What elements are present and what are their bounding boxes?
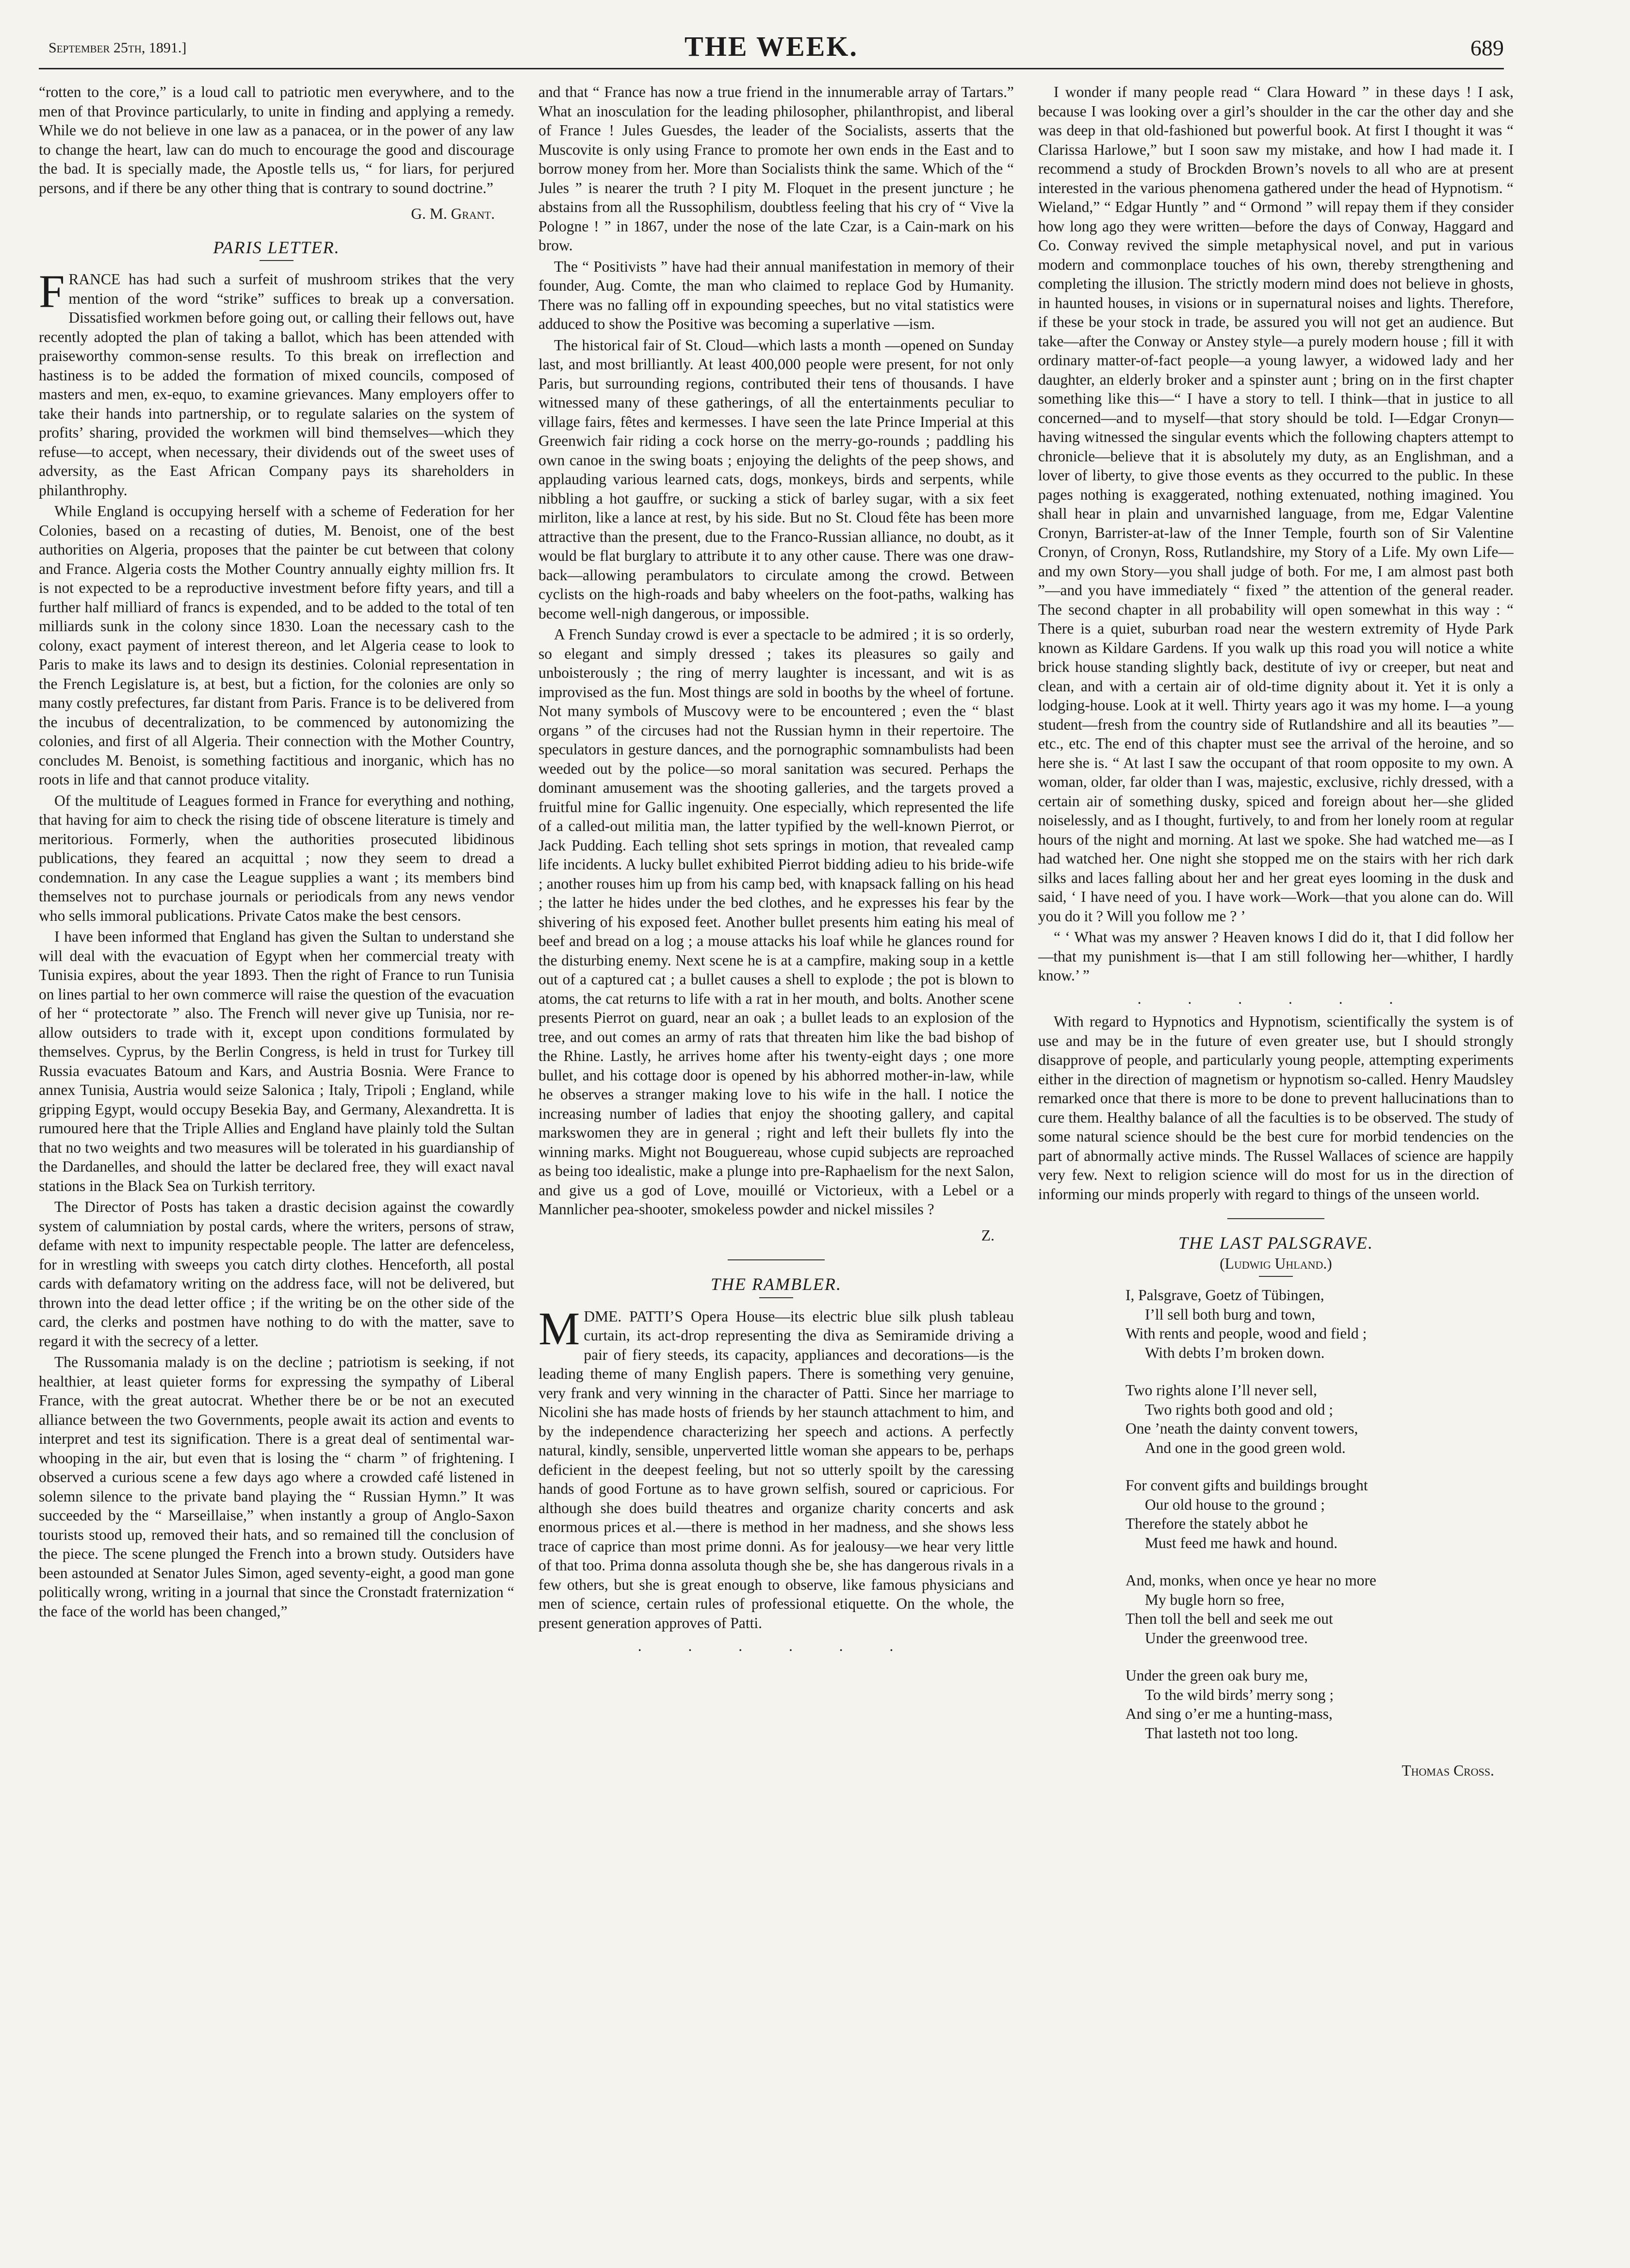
poem-line: Two rights both good and old ; (1145, 1401, 1334, 1418)
poem-stanza (1125, 1381, 1514, 1457)
poem-line: And one in the good green wold. (1145, 1439, 1346, 1456)
divider (759, 1297, 793, 1298)
column-left (39, 82, 514, 2246)
running-head (39, 29, 1504, 69)
paragraph: Of the multitude of Leagues formed in France for everything and nothing, that having for aim to check the rising tide of obscene literature is timely and meritorious. Formerly, when the authorities prosecuted libidinous publications, they feared an acquittal ; now they seem to dread a condemnation. In any case the League supplies a want ; its members bind themselves not to purchase journals or periodicals from any news vendor who sells immoral publications. Private Catos make the best censors. (39, 792, 514, 924)
paragraph (39, 265, 514, 500)
divider (728, 1259, 825, 1260)
poem-line: I’ll sell both burg and town, (1145, 1305, 1316, 1323)
masthead-title: THE WEEK. (685, 31, 858, 62)
poem-line: That lasteth not too long. (1145, 1724, 1298, 1742)
poem-line: Therefore the stately abbot he (1125, 1515, 1308, 1532)
poem-line: I, Palsgrave, Goetz of Tübingen, (1125, 1287, 1324, 1304)
page-number: 689 (1470, 35, 1504, 60)
paragraph: The “ Positivists ” have had their annual manifestation in memory of their founder, Aug. Comte, the man who claimed to replace God by Humanity. There was no falling off in expounding speeches, but no vital statistics were adduced to show the Positive was becoming a superlative —ism. (538, 258, 1014, 332)
paragraph: and that “ France has now a true friend in the innumerable array of Tartars.” What an inosculation for the leading philosopher, philanthropist, and liberal of France ! Jules Guesdes, the leader of the Socialists, asserts that the Muscovite is only using France to promote her own ends in the East and to borrow money from her. More than Socialists think the same. Which of the “ Jules ” is nearer the truth ? I pity M. Floquet in the present juncture ; he abstains from all the Russophilism, doubtless feeling that his cry of “ Vive la Pologne ! ” in 1867, under the nose of the late Czar, is a Cain-mark on his brow. (538, 83, 1014, 254)
paragraph: I have been informed that England has given the Sultan to understand she will deal with the evacuation of Egypt when her commercial treaty with Tunisia expires, about the year 1893. Then the right of France to run Tunisia on lines partial to her own commerce will raise the question of the evacuation of her “ protectorate ” also. The French will never give up Tunisia, nor re-allow outsiders to trade with it, except upon conditions formulated by themselves. Cyprus, by the Berlin Congress, is held in trust for Turkey till Russia evacuates Batoum and Kars, and Austria Bosnia. Were France to annex Tunisia, Austria would seize Salonica ; Italy, Tripoli ; England, while gripping Egypt, would occupy Besekia Bay, and Germany, Alexandretta. It is rumoured here that the Triple Allies and England have plainly told the Sultan that no two weights and two measures will be tolerated in his guardianship of the Dardanelles, and should the latter be declared free, they will exact naval stations in the Black Sea on Turkish territory. (39, 928, 514, 1194)
paragraph-text: DME. PATTI’S Opera House—its electric blue silk plush tableau curtain, its act-drop representing the diva as Semiramide driving a pair of fiery steeds, its capacity, appliances and decorations—is the leading theme of many English papers. There is something very genuine, very frank and very winning in the character of Patti. Since her marriage to Nicolini she has made hosts of friends by her staunch attachment to him, and by the independence characterizing her speech and actions. A perfectly natural, kindly, sensible, unperverted little woman she appears to be, perhaps deficient in the deepest feeling, but not so utterly spoilt by the caressing hands of good Fortune as to have grown selfish, soured or capricious. For although she does build theatres and organize charity concerts and ask enormous prices et al.—there is method in her madness, and she shows less trace of caprice than most prime donni. As for jealousy—we hear very little of that too. Prima donna assoluta though she be, she has dangerous rivals in a few others, but she is great enough to observe, like famous physicians and men of science, certain rules of professional etiquette. On the whole, the present generation approves of Patti. (538, 1307, 1014, 1632)
paragraph: With regard to Hypnotics and Hypnotism, scientifically the system is of use and may be in the future of even greater use, but I should strongly disapprove of people, and particularly young people, attempting experiments either in the direction of magnetism or hypnotism so-called. Henry Maudsley remarked once that there is more to be done to prevent hallucinations than to cure them. Healthy balance of all the faculties is to be observed. The study of some natural science should be the best cure for morbid tendencies on the part of abnormally active minds. The Russel Wallaces of science are happily very few. Next to religion science will do most for us in the direction of informing our minds properly with regard to things of the unseen world. (1038, 1013, 1514, 1203)
issue-date: September 25th, 1891.] (49, 40, 187, 56)
paragraph: “ ‘ What was my answer ? Heaven knows I did do it, that I did follow her—that my punishment is—that I am still following her—whither, I hardly know.’ ” (1038, 929, 1514, 984)
poem-author: (Ludwig Uhland.) (1220, 1255, 1332, 1272)
poem-line: One ’neath the dainty convent towers, (1125, 1420, 1358, 1437)
section-heading-the-rambler: THE RAMBLER. (711, 1274, 842, 1294)
poem-stanza (1125, 1666, 1514, 1743)
poem-line: Our old house to the ground ; (1145, 1496, 1325, 1513)
poem-line: With debts I’m broken down. (1145, 1344, 1325, 1361)
drop-cap: M (538, 1302, 580, 1354)
poem-line: Two rights alone I’ll never sell, (1125, 1382, 1317, 1399)
section-break-dots: . . . . . . (1137, 990, 1415, 1007)
paragraph: While England is occupying herself with a scheme of Federation for her Colonies, based on a recasting of duties, M. Benoist, one of the best authorities on Algeria, proposes that the painter be cut between that colony and France. Algeria costs the Mother Country annually eighty million frs. It is not expected to be a reproductive investment before fifty years, and till a further half milliard of francs is expended, and to be added to the total of ten milliards sunk in the colony since 1830. Loan the necessary cash to the colony, exact payment of interest thereon, and let Algeria cease to look to Paris to make its laws and to design its destinies. Colonial representation in the French Legislature is, at best, but a fiction, for the colonies are only so many costly prefectures, far distant from Paris. France is to be delivered from the incubus of decentralization, to be commenced by autonomizing the colonies, and first of all Algeria. Their connection with the Mother Country, concludes M. Benoist, is something factitious and inorganic, which has no roots in life and that cannot produce vitality. (39, 503, 514, 788)
poem-line: For convent gifts and buildings brought (1125, 1477, 1368, 1494)
author-signature: Z. (981, 1226, 994, 1244)
poem-line: To the wild birds’ merry song ; (1145, 1686, 1334, 1703)
column-middle (538, 82, 1014, 2246)
poem-line: And sing o’er me a hunting-mass, (1125, 1705, 1333, 1722)
poem-line: With rents and people, wood and field ; (1125, 1325, 1367, 1342)
section-heading-paris-letter: PARIS LETTER. (213, 237, 340, 257)
section-break-dots: . . . . . . (637, 1637, 915, 1654)
paragraph: A French Sunday crowd is ever a spectacle to be admired ; it is so orderly, so elegant and simply dressed ; takes its pleasures so gaily and unboisterously ; the ring of merry laughter is incessant, and wit is as improvised as the fun. Most things are sold in booths by the wheel of fortune. Not many symbols of Muscovy were to be encountered ; even the “ blast organs ” of the circuses had not the Russian hymn in their repertoire. The speculators in gesture dances, and the pornographic somnambulists had been weeded out by the police—so moral sanitation was secured. Perhaps the dominant amusement was the shooting galleries, and the targets proved a fruitful mine for Gallic ingenuity. One especially, which represented the life of a called-out militia man, the latter typified by the well-known Pierrot, or Jack Pudding. Each telling shot sets springs in motion, that revealed camp life incidents. A lucky bullet exhibited Pierrot bidding adieu to his bride-wife ; another rouses him up from his camp bed, with knapsack falling on his head ; the latter he hides under the bed clothes, and he expresses his fear by the shivering of his exposed feet. Another bullet presents him eating his meal of beef and bread on a log ; a mouse attacks his loaf while he glances round for the disturbing enemy. Next scene he is at a campfire, making soup in a kettle out of a captured cat ; a bullet causes a shell to explode ; the pot is blown to atoms, the cat returns to life with a rat in her mouth, and bolts. Another scene presents Pierrot on guard, near an oak ; a bullet leads to an explosion of the tree, and out comes an army of rats that threaten him like the bad bishop of the Rhine. Lastly, he arrives home after his twenty-eight days ; one more bullet, and his cottage door is opened by his abhorred mother-in-law, while he observes a stranger making love to his wife in the hall. I notice the increasing number of ladies that enjoy the shooting gallery, and capital markswomen they are in general ; right and left their bullets fly into the winning marks. Might not Bouguereau, whose cupid subjects are reproached as being too idealistic, make a plunge into pre-Raphaelism for the next Salon, and give us a god of Love, mouillé or Victorieux, with a Lebel or a Mannlicher pea-shooter, smokeless powder and nickel missiles ? (538, 626, 1014, 1218)
drop-cap: F (39, 265, 65, 317)
poem-stanza (1125, 1571, 1514, 1648)
poem-line: And, monks, when once ye hear no more (1125, 1572, 1376, 1589)
poem-line: My bugle horn so free, (1145, 1591, 1285, 1608)
translator-signature: Thomas Cross. (1402, 1762, 1494, 1779)
poem (1125, 1286, 1514, 1743)
poem-line: Under the green oak bury me, (1125, 1667, 1308, 1684)
divider (1259, 1276, 1293, 1277)
poem-title: THE LAST PALSGRAVE. (1178, 1233, 1373, 1253)
paragraph: The historical fair of St. Cloud—which lasts a month —opened on Sunday last, and most brilliantly. At least 400,000 people were present, for not only Paris, but surrounding regions, contributed their tens of thousands. I have witnessed many of these gatherings, of all the entertainments peculiar to village fairs, fêtes and kermesses. I have seen the late Prince Imperial at this Greenwich fair riding a cock horse on the merry-go-rounds ; paddling his own canoe in the swing boats ; enjoying the delights of the peep shows, and applauding various learned cats, dogs, monkeys, birds and serpents, while nibbling a hot gauffre, or sucking a stick of barley sugar, with a six feet mirliton, like a lance at rest, by his side. But no St. Cloud fête has been more attractive than the present, due to the Franco-Russian alliance, no doubt, as it would be flat burglary to attribute it to any other cause. There was one draw-back—allowing perambulators to circulate among the crowd. Between cyclists on the high-roads and baby wheelers on the foot-paths, walking has become well-nigh dangerous, or impossible. (538, 336, 1014, 622)
poem-line: Must feed me hawk and hound. (1145, 1534, 1338, 1551)
paragraph: “rotten to the core,” is a loud call to patriotic men everywhere, and to the men of that Province particularly, to unite in finding and applying a remedy. While we do not believe in one law as a panacea, or in the power of any law to change the heart, law can do much to encourage the good and discourage the bad. It is specially made, the Apostle tells us, “ for liars, for perjured persons, and if there be any other thing that is contrary to sound doctrine.” (39, 83, 514, 196)
paragraph (538, 1302, 1014, 1633)
paragraph-text: RANCE has had such a surfeit of mushroom strikes that the very mention of the word “strike” suffices to break up a conversation. Dissatisfied workmen before going out, or calling their fellows out, have recently adopted the plan of taking a ballot, which has been attended with praiseworthy common-sense results. To this break on irreflection and hastiness is to be added the formation of mixed councils, composed of masters and men, ex-equo, to examine grievances. Many employers offer to take their hands into partnership, or to regulate salaries on the system of profits’ sharing, provided the workmen will bind themselves—which they refuse—to accept, when necessary, their dividends out of the sweet uses of adversity, as the East African Company pays its shareholders in philanthrophy. (39, 271, 514, 499)
poem-line: Under the greenwood tree. (1145, 1629, 1308, 1647)
paragraph: I wonder if many people read “ Clara Howard ” in these days ! I ask, because I was looking over a girl’s shoulder in the car the other day and she was deep in that old-fashioned but powerful book. At first I thought it was “ Clarissa Harlowe,” but I soon saw my mistake, and how I had made it. I recommend a study of Brockden Brown’s novels to all who are at present interested in the various phenomena gathered under the head of Hypnotism. “ Wieland,” “ Edgar Huntly ” and “ Ormond ” will repay them if they consider how long ago they were written—before the days of Conway, Haggard and Co. Conway revived the simple metaphysical novel, and put in various modern and commonplace touches of his own, thereby strengthening and completing the illusion. The strictly modern mind does not believe in ghosts, in haunted houses, in visions or in supernatural noises and lights. Therefore, if these be your stock in trade, be assured you will not get an audience. But take—after the Conway or Anstey style—a purely modern house ; fill it with ordinary matter-of-fact people—a young lawyer, a widowed lady and her daughter, an elderly broker and a spinster aunt ; bring on in the first chapter something like this—“ I have a story to tell. I think—that in justice to all concerned—and to myself—that story should be told. I—Edgar Cronyn—having witnessed the singular events which the following chapters attempt to chronicle—believe that it is absolutely my duty, as an Englishman, and a lover of liberty, to give those events as they occurred to the public. In these pages nothing is exaggerated, nothing extenuated, nothing imagined. You shall hear in plain and unvarnished language, from me, Edgar Valentine Cronyn, Barrister-at-law of the Inner Temple, fourth son of Sir Valentine Cronyn, of Cronyn, Ross, Rutlandshire, my Story of a Life. My own Life—and my own Story—you shall judge of both. For me, I am almost past both ”—and you have immediately “ fixed ” the attention of the general reader. The second chapter in all probability will open somewhat in this way : “ There is a quiet, suburban road near the western extremity of Hyde Park known as Kildare Gardens. If you walk up this road you will notice a white brick house standing slightly back, destitute of ivy or creeper, but neat and clean, and with a certain air of old-time dignity about it. Yet it is only a lodging-house. Look at it well. Thirty years ago it was my home. I—a young student—fresh from the country side of Rutlandshire and all its beauties ”—etc., etc. The end of this chapter must see the arrival of the heroine, and so here she is. “ At last I saw the occupant of that room opposite to my own. A woman, older, far older than I was, majestic, exclusive, richly dressed, with a certain air of something dusky, spiced and foreign about her—she glided noiselessly, and as I thought, furtively, to and from her lonely room at regular hours of the night and morning. At last we spoke. She had watched me—as I had watched her. One night she stopped me on the stairs with her rich dark silks and laces falling about her and her great eyes looming in the dusk and said, ‘ I have need of you. I have work—Work—that you alone can do. Will you do it ? Will you follow me ? ’ (1038, 83, 1514, 925)
author-signature: G. M. Grant. (411, 205, 495, 222)
column-right (1038, 82, 1514, 2246)
divider (1227, 1218, 1324, 1219)
poem-stanza (1125, 1476, 1514, 1552)
paragraph: The Russomania malady is on the decline ; patriotism is seeking, if not healthier, at least quieter forms for expressing the sympathy of Liberal France, with the great autocrat. Whether there be or be not an executed alliance between the two Governments, people await its action and events to interpret and test its signification. There is a great deal of sentimental war-whooping in the air, but even that is losing the “ charm ” of frightening. I observed a curious scene a few days ago where a crowded café listened in solemn silence to the private band playing the “ Russian Hymn.” It was succeeded by the “ Marseillaise,” when instantly a group of Anglo-Saxon tourists stood up, removed their hats, and so remained till the conclusion of the piece. The scene plunged the French into a brown study. Outsiders have been astounded at Senator Jules Simon, aged seventy-eight, a good man gone politically wrong, writing in a journal that since the Cronstadt fraternization “ the face of the world has been changed,” (39, 1354, 514, 1620)
divider (260, 260, 293, 261)
paragraph: The Director of Posts has taken a drastic decision against the cowardly system of calumniation by postal cards, where the writers, persons of straw, defame with next to impunity respectable people. The latter are defenceless, for in wrestling with sweeps you catch dirty clothes. Henceforth, all postal cards with defamatory writing on the address face, will not be delivered, but thrown into the dead letter office ; if the writing be on the other side of the card, the clerks and postmen have nothing to do with the matter, save to regard it with the secrecy of a letter. (39, 1198, 514, 1350)
poem-line: Then toll the bell and seek me out (1125, 1610, 1333, 1627)
poem-stanza (1125, 1286, 1514, 1362)
